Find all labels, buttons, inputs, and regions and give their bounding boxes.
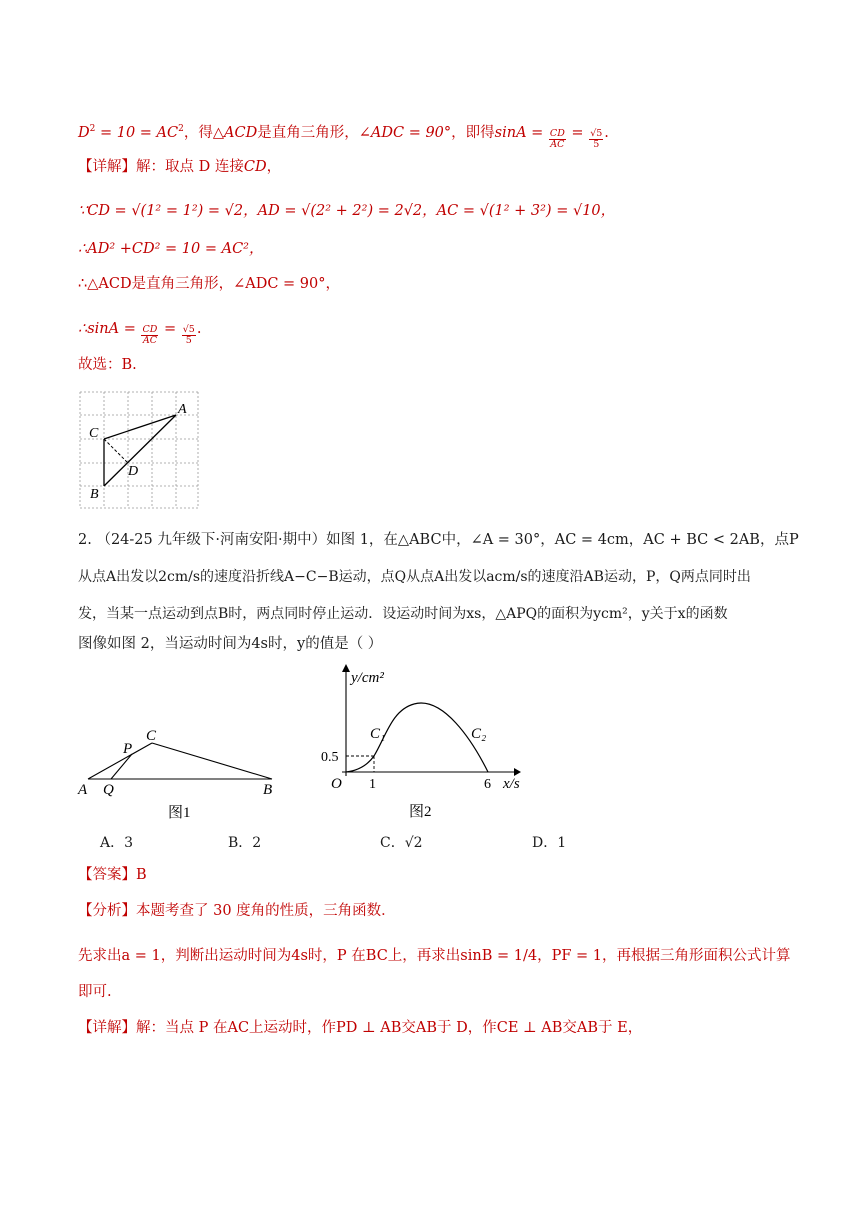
right-tri-line: ∴△ACD是直角三角形，∠ADC = 90°， xyxy=(78,276,340,292)
figure-2 xyxy=(318,660,538,822)
option-d[interactable]: D．1 xyxy=(532,835,567,851)
answer-tag: 【答案】 xyxy=(78,867,136,883)
fig2-curve-c2: C₂ xyxy=(471,726,487,742)
detail2-text: 解：当点 P 在AC上运动时，作PD ⊥ AB交AB于 D，作CE ⊥ AB交AB于 E， xyxy=(136,1020,643,1036)
fig1-caption: 图1 xyxy=(168,805,191,821)
sin-line: ∴sinA = $\frac{CD}{AC}$ = $\frac{√5}{5}$ . xyxy=(78,321,202,346)
option-c[interactable]: C．√2 xyxy=(380,835,423,851)
fig2-tick-6: 6 xyxy=(484,777,491,792)
label-b: B xyxy=(90,487,99,502)
question-line-4: 图像如图 2，当运动时间为4s时，y的值是（ ） xyxy=(78,636,383,652)
label-a: A xyxy=(178,402,187,417)
solution-line-1: $D^2 = 10 = AC^2$，得△ACD是直角三角形，∠ADC = 90°，即得sinA = $\frac{CD}{AC}$ = $\frac{√5}{5}$ . xyxy=(78,124,609,150)
fig2-caption: 图2 xyxy=(409,804,432,820)
fig1-label-q: Q xyxy=(103,782,114,798)
analysis-text: 本题考查了 30 度角的性质，三角函数． xyxy=(136,903,396,919)
text-a: ，得△ xyxy=(183,125,225,141)
segment-cd-dashed xyxy=(104,439,128,463)
detail-tag: 【详解】 xyxy=(78,159,136,175)
text-c: ，即得 xyxy=(451,125,495,141)
answer-value: B xyxy=(136,867,147,883)
choose-line: 故选：B. xyxy=(78,357,137,373)
analysis-line-3: 即可. xyxy=(78,984,112,1000)
segment-cb-fig1 xyxy=(152,743,272,779)
fig2-y-label: y/cm² xyxy=(351,670,384,686)
math-angle: ADC = 90° xyxy=(370,125,452,141)
analysis-tag: 【分析】 xyxy=(78,903,136,919)
fraction-sqrt5-5-2: $\frac{√5}{5}$ xyxy=(182,324,195,346)
detail2-tag: 【详解】 xyxy=(78,1020,136,1036)
fig2-x-label: x/s xyxy=(503,776,520,792)
math-sin: sinA = xyxy=(494,125,548,141)
analysis-line-2: 先求出a = 1，判断出运动时间为4s时，P 在BC上，再求出sinB = 1/4，PF = 1，再根据三角形面积公式计算 xyxy=(78,948,791,964)
question-number: 2. xyxy=(78,532,92,548)
question-line-2: 从点A出发以2cm/s的速度沿折线A−C−B运动，点Q从点A出发以acm/s的速度沿AB运动，P，Q两点同时出 xyxy=(78,569,751,585)
answer-line xyxy=(78,864,147,886)
math-d: D xyxy=(78,125,90,141)
fig2-curve-c1: C₁ xyxy=(370,726,386,742)
fraction-cd-ac: $\frac{CD}{AC}$ xyxy=(549,128,565,150)
x-axis-arrow xyxy=(514,768,521,776)
fraction-sqrt5-5: $\frac{√5}{5}$ xyxy=(590,128,603,150)
question-line-1 xyxy=(78,529,799,551)
fig2-tick-1: 1 xyxy=(369,777,376,792)
fraction-cd-ac-2: $\frac{CD}{AC}$ xyxy=(142,324,158,346)
question-line-3: 发，当某一点运动到点B时，两点同时停止运动．设运动时间为xs，△APQ的面积为ycm²，y关于x的函数 xyxy=(78,606,728,622)
text-b: 是直角三角形，∠ xyxy=(257,125,371,141)
y-axis-arrow xyxy=(342,664,350,672)
segment-ca xyxy=(104,415,176,439)
segment-pq-fig1 xyxy=(111,754,132,779)
label-c: C xyxy=(89,426,99,441)
fig1-label-a: A xyxy=(78,782,88,798)
calc2-line: ∴AD² +CD² = 10 = AC²， xyxy=(78,241,264,257)
fig1-label-p: P xyxy=(123,741,133,757)
fig1-label-b: B xyxy=(263,782,273,798)
question-source: （24-25 九年级下·河南安阳·期中） xyxy=(96,532,327,548)
label-d: D xyxy=(128,464,139,479)
detail-text: 解：取点 D 连接 xyxy=(136,159,244,175)
grid-figure xyxy=(76,389,202,511)
fig2-origin: O xyxy=(331,776,342,792)
figure-1 xyxy=(76,722,286,822)
math-eq: = 10 = AC xyxy=(95,125,179,141)
fig1-label-c: C xyxy=(146,728,157,744)
detail-cd: CD xyxy=(243,159,267,175)
math-tri: ACD xyxy=(224,125,258,141)
analysis-line xyxy=(78,900,396,922)
option-a[interactable]: A．3 xyxy=(100,835,134,851)
question-text-1: 如图 1，在△ABC中，∠A = 30°，AC = 4cm，AC + BC < 2AB，点P xyxy=(326,532,799,548)
option-b[interactable]: B．2 xyxy=(228,835,262,851)
sin-prefix: ∴sinA = xyxy=(78,321,141,337)
detail-line: 【详解】解：取点 D 连接CD， xyxy=(78,159,282,175)
calc-line: ∵CD = √(1² = 1²) = √2，AD = √(2² + 2²) = 2√2，AC = √(1² + 3²) = √10， xyxy=(78,203,616,219)
detail2-line xyxy=(78,1017,642,1039)
segment-ac-fig1 xyxy=(88,743,152,779)
fig2-tick-05: 0.5 xyxy=(321,750,339,765)
